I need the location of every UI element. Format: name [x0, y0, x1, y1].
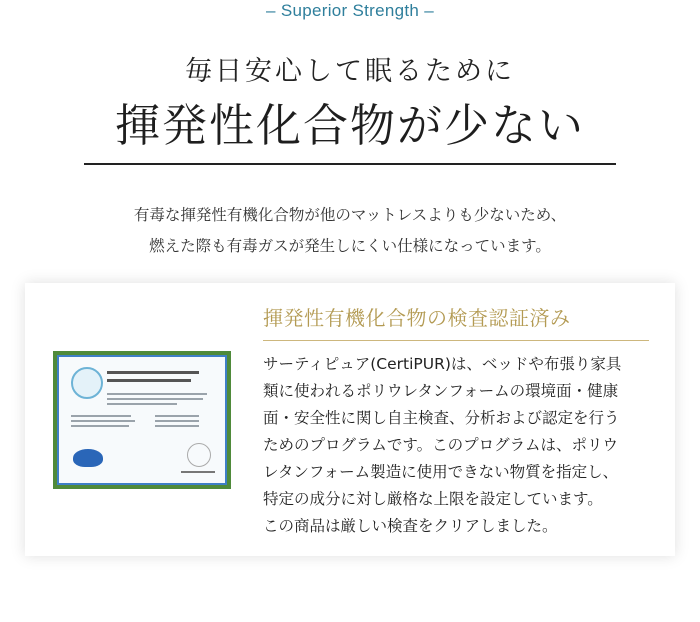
certificate-text-line	[155, 415, 199, 417]
card-title-underline	[263, 340, 649, 341]
certipur-logo-icon	[73, 449, 103, 467]
certificate-text-line	[107, 398, 203, 400]
headline-subtitle: 毎日安心して眠るために	[185, 56, 515, 87]
card-body-line: この商品は厳しい検査をクリアしました。	[263, 517, 558, 535]
intro-line: 燃えた際も有毒ガスが発生しにくい仕様になっています。	[149, 237, 551, 255]
card-body-line: サーティピュア(CertiPUR)は、ベッドや布張り家具	[263, 355, 622, 373]
certipur-certificate-image	[53, 351, 231, 489]
certificate-stamp-icon	[187, 443, 211, 467]
headline-title: 揮発性化合物が少ない	[114, 99, 585, 152]
intro-line: 有毒な揮発性有機化合物が他のマットレスよりも少ないため、	[133, 206, 567, 224]
certificate-text-line	[155, 420, 199, 422]
card-body-line: 面・安全性に関し自主検査、分析および認定を行う	[263, 409, 620, 427]
certification-card	[25, 283, 675, 556]
headline-underline	[84, 163, 616, 165]
certificate-text-line	[71, 425, 129, 427]
certificate-text-line	[155, 425, 199, 427]
card-title: 揮発性有機化合物の検査認証済み	[263, 306, 571, 330]
certificate-text-line	[71, 420, 135, 422]
certificate-text-line	[71, 415, 131, 417]
certificate-signature-icon	[181, 471, 215, 473]
card-body-line: ためのプログラムです。このプログラムは、ポリウ	[263, 436, 618, 454]
card-body-line: レタンフォーム製造に使用できない物質を指定し、	[263, 463, 619, 481]
certificate-issuer-line	[107, 379, 191, 382]
certificate-text-line	[107, 403, 177, 405]
certificate-frame	[57, 355, 227, 485]
section-eyebrow: – Superior Strength –	[266, 1, 434, 20]
card-body-line: 類に使われるポリウレタンフォームの環境面・健康	[263, 382, 619, 400]
intro-text	[0, 200, 700, 262]
certificate-text-line	[107, 393, 207, 395]
card-body-text	[263, 351, 653, 540]
certipur-seal-icon	[71, 367, 103, 399]
card-body-line: 特定の成分に対し厳格な上限を設定しています。	[263, 490, 603, 508]
certificate-issuer-line	[107, 371, 199, 374]
